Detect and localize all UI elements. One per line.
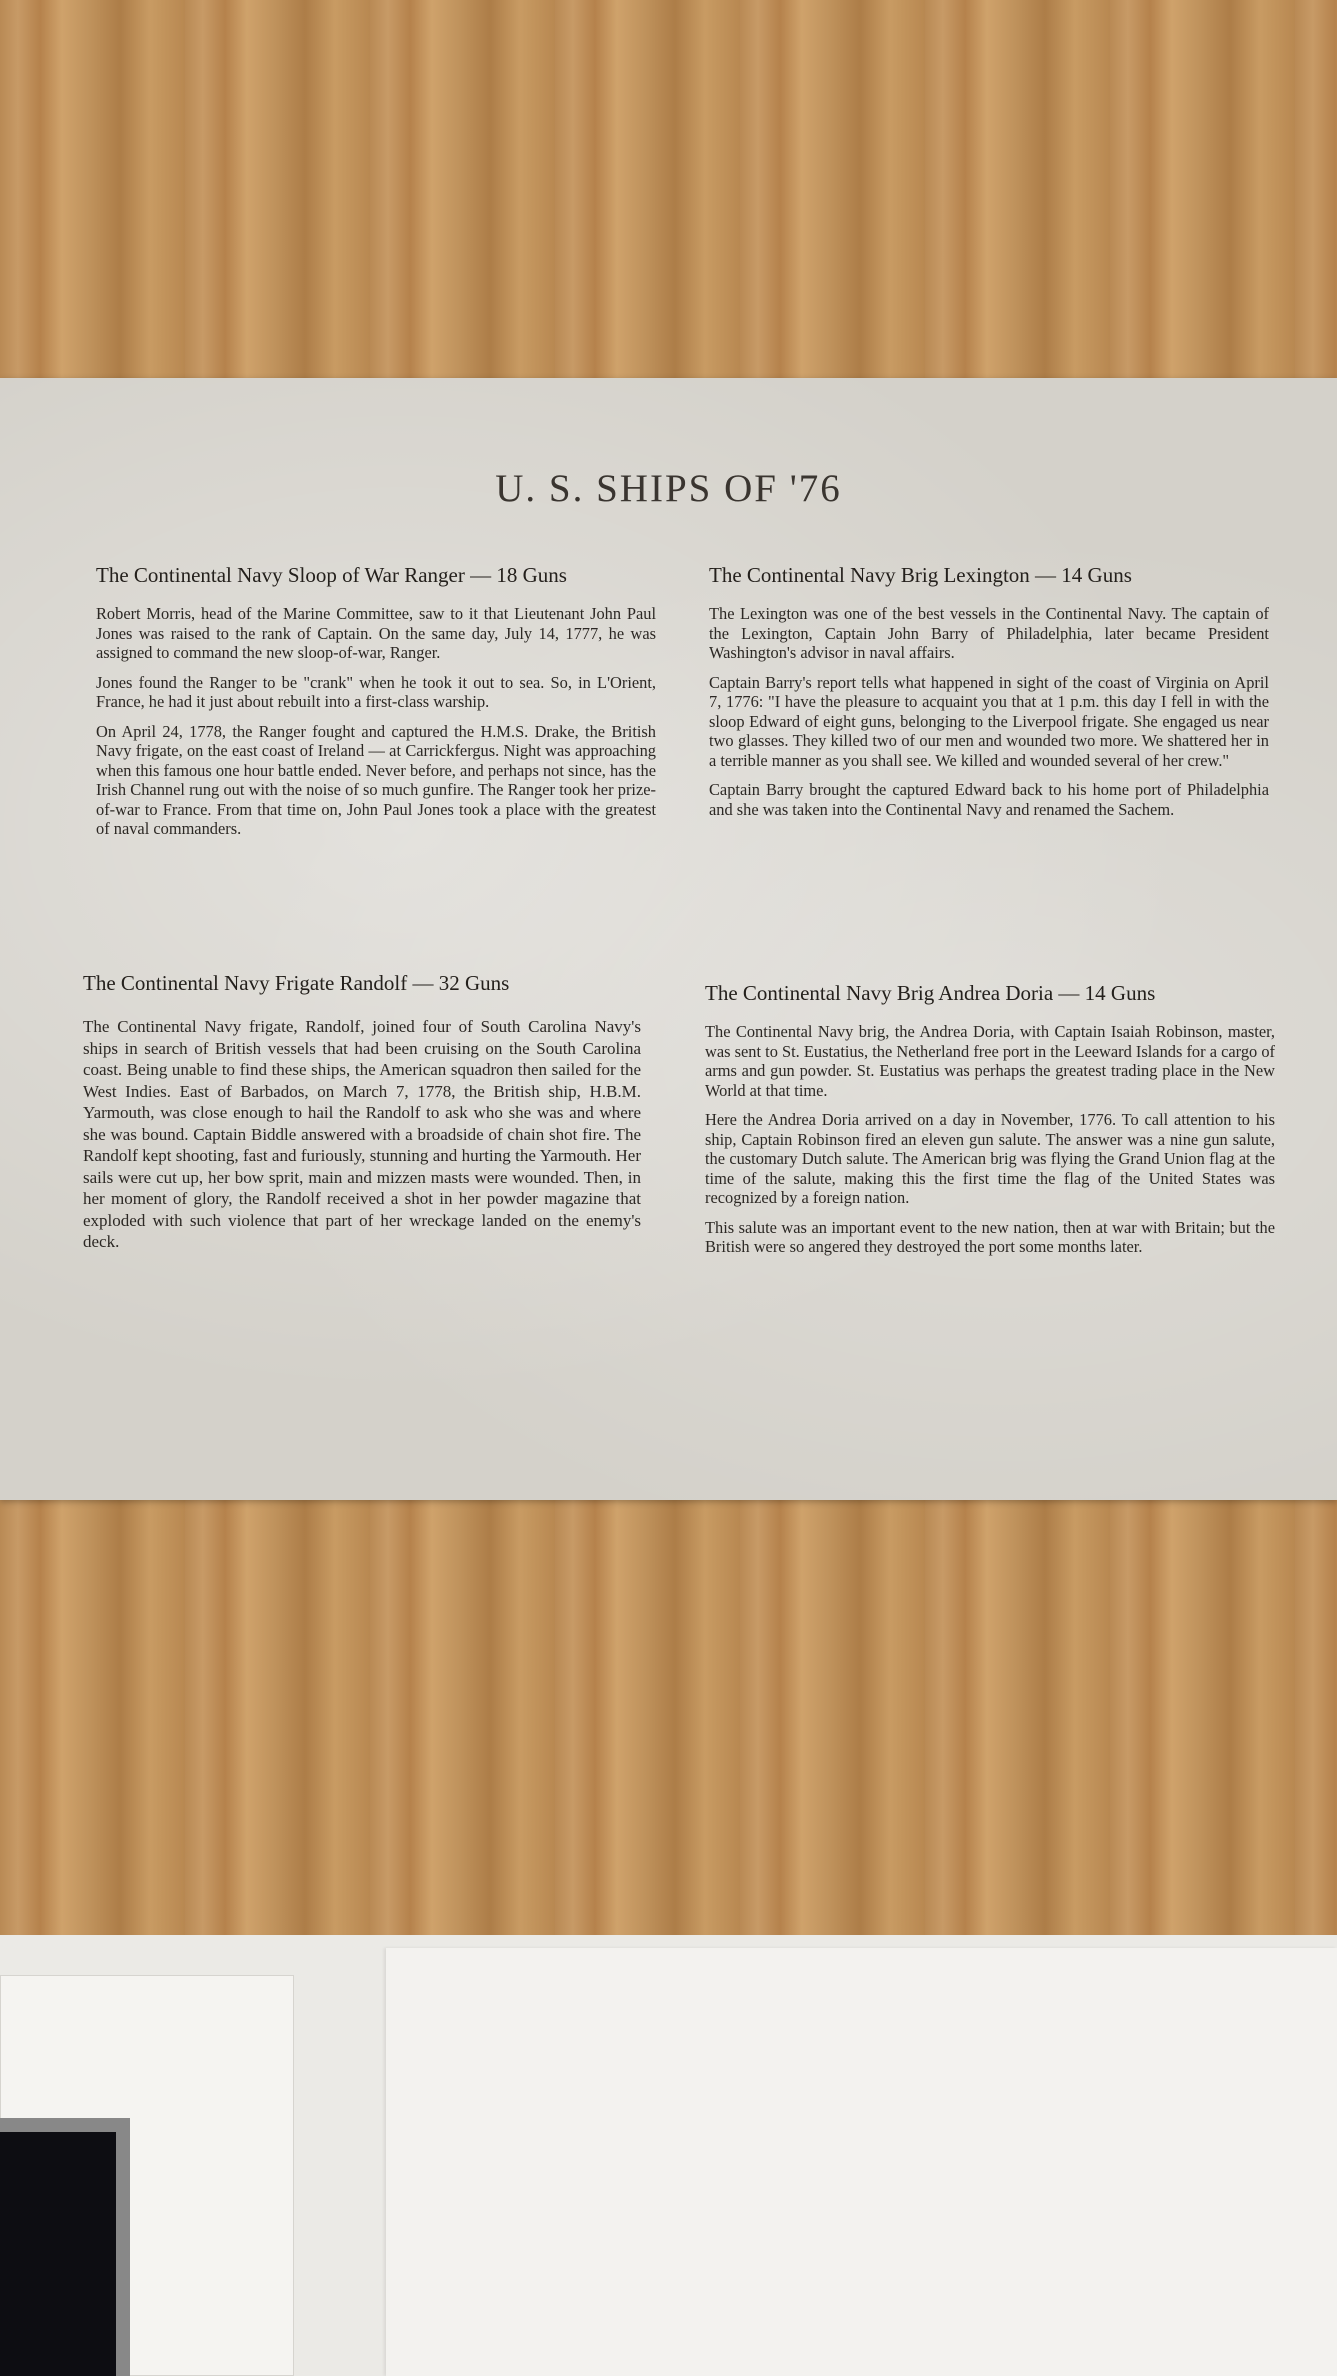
mat-panel [386,1948,1337,2376]
section-paragraph: This salute was an important event to the new nation, then at war with Britain; but the British were so angered they destroyed the port some months later. [705,1217,1275,1256]
section-paragraph: Captain Barry's report tells what happened in sight of the coast of Virginia on April 7, 1776: "I have the pleasure to acquaint you that at 1 p.m. this day I fell in with the sloop Edward of eight guns, belonging to the Liverpool frigate. She engaged us near two glasses. They killed two of our men and wounded two more. We shattered her in a terrible manner as you shall see. We killed and wounded several of her crew." [709,672,1269,770]
photo-dark-area [0,2132,116,2376]
section-paragraph: The Continental Navy frigate, Randolf, joined four of South Carolina Navy's ships in search of British vessels that had been cruising on the South Carolina coast. Being unable to find these ships, the American squadron then sailed for the West Indies. East of Barbados, on March 7, 1778, the British ship, H.B.M. Yarmouth, was close enough to hail the Randolf to ask who she was and where she was bound. Captain Biddle answered with a broadside of chain shot fire. The Randolf kept shooting, fast and furiously, stunning and hurting the Yarmouth. Her sails were cut up, her bow sprit, main and mizzen masts were wounded. Then, in her moment of glory, the Randolf received a shot in her powder magazine that exploded with such violence that part of her wreckage landed on the enemy's deck. [83,1017,641,1251]
section-heading: The Continental Navy Sloop of War Ranger — 18 Guns [96,563,567,587]
section-paragraph: Captain Barry brought the captured Edward back to his home port of Philadelphia and she was taken into the Continental Navy and renamed the Sachem. [709,780,1269,819]
section-paragraph: Here the Andrea Doria arrived on a day in November, 1776. To call attention to his ship, Captain Robinson fired an eleven gun salute. The answer was a nine gun salute, the customary Dutch salute. The American brig was flying the Grand Union flag at the time of the salute, making this the first time the flag of the United States was recognized by a foreign nation. [705,1110,1275,1207]
page-title: U. S. SHIPS OF '76 [495,467,842,510]
document-sheet [0,378,1337,1500]
section-heading: The Continental Navy Frigate Randolf — 32 Guns [83,971,510,995]
section-paragraph: Robert Morris, head of the Marine Committee, saw to it that Lieutenant John Paul Jones was raised to the rank of Captain. On the same day, July 14, 1777, he was assigned to command the new sloop-of-war, Ranger. [96,604,656,662]
section-lexington [709,563,1269,829]
section-paragraph: The Continental Navy brig, the Andrea Doria, with Captain Isaiah Robinson, master, was sent to St. Eustatius, the Netherland free port in the Leeward Islands for a cargo of arms and gun powder. St. Eustatius was perhaps the greatest trading place in the New World at that time. [705,1022,1275,1100]
section-paragraph: On April 24, 1778, the Ranger fought and captured the H.M.S. Drake, the British Navy frigate, on the east coast of Ireland — at Carrickfergus. Night was approaching when this famous one hour battle ended. Never before, and perhaps not since, has the Irish Channel rung out with the noise of so much gunfire. The Ranger took her prize-of-war to France. From that time on, John Paul Jones took a place with the greatest of naval commanders. [96,721,656,838]
section-randolf [83,971,641,1263]
section-paragraph: The Lexington was one of the best vessels in the Continental Navy. The captain of the Lexington, Captain John Barry of Philadelphia, later became President Washington's advisor in naval affairs. [709,604,1269,662]
section-heading: The Continental Navy Brig Andrea Doria — 14 Guns [705,981,1156,1005]
section-heading: The Continental Navy Brig Lexington — 14 Guns [709,563,1132,587]
section-paragraph: Jones found the Ranger to be "crank" when he took it out to sea. So, in L'Orient, France, he had it just about rebuilt into a first-class warship. [96,672,656,711]
section-andrea-doria [705,981,1275,1267]
section-ranger [96,563,656,849]
